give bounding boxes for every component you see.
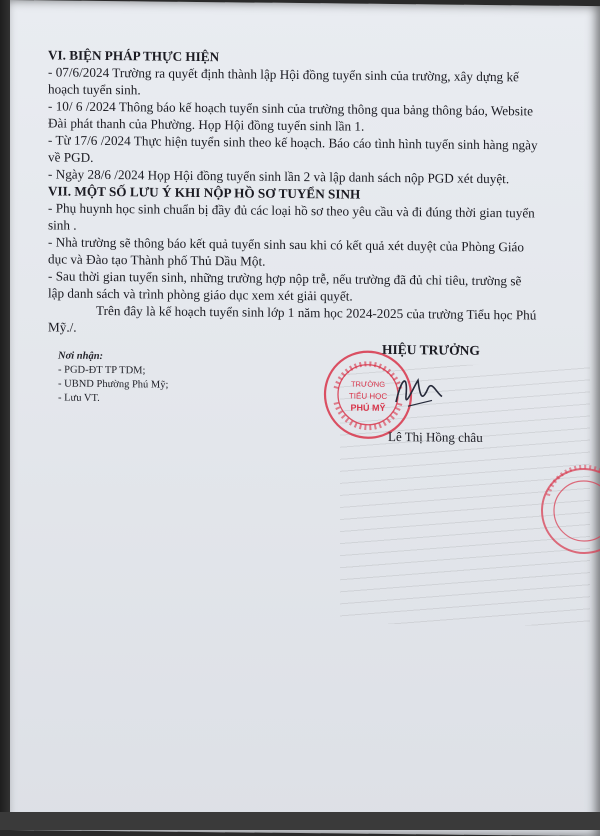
stamp-line: TIỂU HỌC: [348, 391, 388, 401]
background-edge: [0, 812, 600, 830]
document-page: [10, 0, 600, 836]
recipients-block: [58, 350, 168, 407]
section-7-line: dục và Đào tạo Thành phố Thủ Dầu Một.: [48, 251, 266, 269]
handwritten-signature: [388, 366, 448, 417]
partial-stamp: [538, 456, 600, 567]
closing-line: Trên đây là kế hoạch tuyển sinh lớp 1 năm học 2024-2025 của trường Tiểu học Phú: [96, 302, 537, 323]
section-7-line: lập danh sách và trình phòng giáo dục xem xét giải quyết.: [48, 285, 353, 304]
section-6-line: - Từ 17/6 /2024 Thực hiện tuyển sinh theo kế hoạch. Báo cáo tình hình tuyển sinh hàng ngày: [48, 132, 538, 153]
section-7-line: - Phụ huynh học sinh chuẩn bị đầy đủ các loại hồ sơ theo yêu cầu và đi đúng thời gian tuyển: [48, 200, 535, 221]
section-6-line: - Ngày 28/6 /2024 Họp Hội đồng tuyển sinh lần 2 và lập danh sách nộp PGD xét duyệt.: [48, 166, 510, 187]
section-6-line: về PGD.: [48, 149, 94, 165]
section-6-line: - 07/6/2024 Trường ra quyết định thành lập Hội đồng tuyển sinh của trường, xây dựng kế: [48, 64, 519, 85]
recipient-item: - PGD-ĐT TP TDM;: [58, 364, 146, 377]
section-6-line: hoạch tuyển sinh.: [48, 81, 141, 98]
recipients-title: Nơi nhận:: [58, 350, 104, 362]
stamp-line: PHÚ MỸ: [350, 402, 386, 413]
document-body: [48, 46, 588, 341]
section-7-line: sinh .: [48, 217, 77, 233]
section-6-line: Đài phát thanh của Phường. Họp Hội đồng tuyển sinh lần 1.: [48, 115, 365, 134]
signer-title: HIỆU TRƯỞNG: [382, 341, 480, 358]
closing-line: Mỹ./.: [48, 319, 77, 335]
recipient-item: - UBND Phường Phú Mỹ;: [58, 378, 169, 391]
signer-name: Lê Thị Hồng châu: [388, 428, 483, 445]
stamp-line: TRƯỜNG: [350, 379, 386, 389]
section-7-line: - Sau thời gian tuyển sinh, những trường hợp nộp trễ, nếu trường đã đủ chỉ tiêu, trường sẽ: [48, 268, 522, 289]
section-6-heading: VI. BIỆN PHÁP THỰC HIỆN: [48, 47, 220, 65]
recipient-item: - Lưu VT.: [58, 392, 100, 404]
section-7-heading: VII. MỘT SỐ LƯU Ý KHI NỘP HỒ SƠ TUYỂN SINH: [48, 183, 361, 202]
section-6-line: - 10/ 6 /2024 Thông báo kế hoạch tuyển sinh của trường thông qua bảng thông báo, Website: [48, 98, 534, 119]
section-7-line: - Nhà trường sẽ thông báo kết quả tuyển sinh sau khi có kết quả xét duyệt của Phòng Giáo: [48, 234, 524, 255]
